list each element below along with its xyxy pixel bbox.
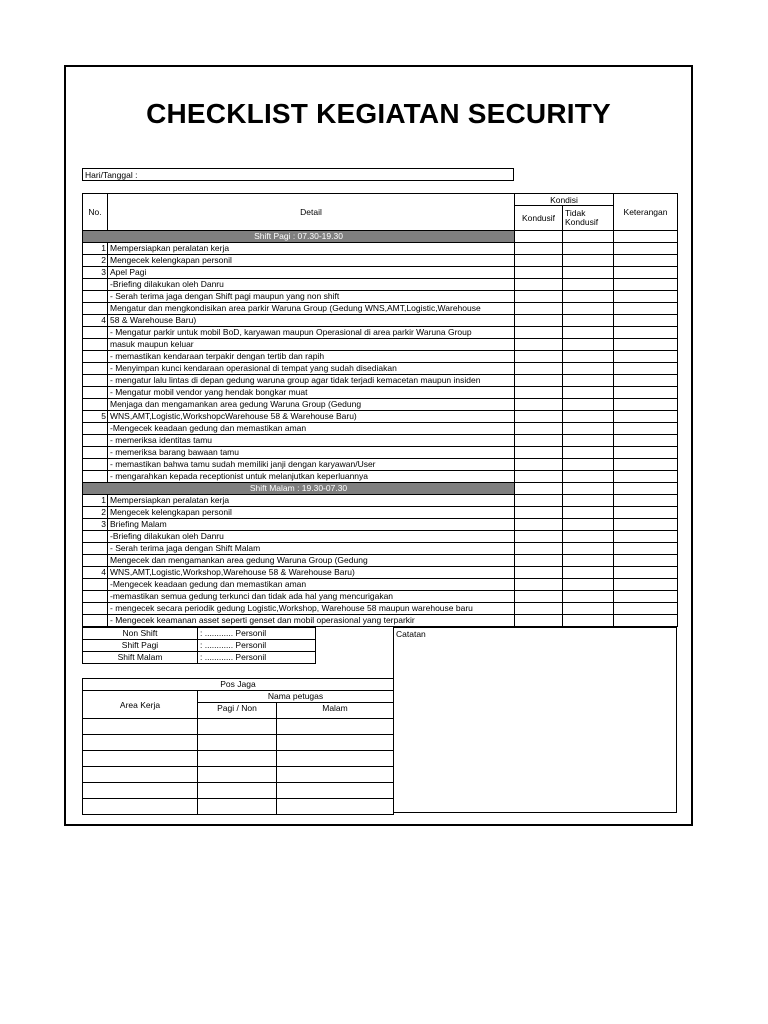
tidak-kondusif-cell[interactable] xyxy=(563,327,614,339)
keterangan-cell[interactable] xyxy=(614,267,678,279)
header-no: No. xyxy=(83,194,108,231)
tidak-kondusif-cell[interactable] xyxy=(563,303,614,315)
tidak-kondusif-cell[interactable] xyxy=(563,423,614,435)
keterangan-cell[interactable] xyxy=(614,375,678,387)
date-field[interactable]: Hari/Tanggal : xyxy=(82,168,514,181)
pos-jaga-row xyxy=(83,767,394,783)
kondusif-cell[interactable] xyxy=(515,603,563,615)
pagi-non-cell[interactable] xyxy=(198,783,277,799)
keterangan-cell[interactable] xyxy=(614,387,678,399)
tidak-kondusif-cell[interactable] xyxy=(563,579,614,591)
row-detail: -Briefing dilakukan oleh Danru xyxy=(108,279,515,291)
pos-jaga-row xyxy=(83,751,394,767)
keterangan-cell[interactable] xyxy=(614,435,678,447)
summary-row xyxy=(83,640,316,652)
tidak-kondusif-cell[interactable] xyxy=(563,591,614,603)
row-number xyxy=(83,435,108,447)
row-number xyxy=(83,615,108,627)
pagi-non-cell[interactable] xyxy=(198,767,277,783)
kondusif-cell[interactable] xyxy=(515,591,563,603)
keterangan-cell[interactable] xyxy=(614,615,678,627)
catatan-box[interactable] xyxy=(393,627,677,813)
keterangan-cell[interactable] xyxy=(614,303,678,315)
pos-jaga-row xyxy=(83,719,394,735)
area-kerja-cell[interactable] xyxy=(83,783,198,799)
row-number xyxy=(83,339,108,351)
row-number: 4 xyxy=(83,315,108,327)
tidak-kondusif-cell[interactable] xyxy=(563,411,614,423)
keterangan-cell[interactable] xyxy=(614,579,678,591)
summary-label: Shift Pagi xyxy=(83,640,198,652)
row-detail: - mengecek secara periodik gedung Logistic,Workshop, Warehouse 58 maupun warehouse baru xyxy=(108,603,515,615)
keterangan-cell[interactable] xyxy=(614,315,678,327)
row-number xyxy=(83,555,108,567)
pagi-non-header: Pagi / Non xyxy=(198,703,277,719)
kondusif-cell[interactable] xyxy=(515,303,563,315)
malam-cell[interactable] xyxy=(277,799,394,815)
kondusif-cell[interactable] xyxy=(515,471,563,483)
tidak-kondusif-cell[interactable] xyxy=(563,543,614,555)
row-number xyxy=(83,303,108,315)
keterangan-cell[interactable] xyxy=(614,351,678,363)
checklist-row xyxy=(83,363,678,375)
checklist-row xyxy=(83,579,678,591)
kondusif-cell[interactable] xyxy=(515,279,563,291)
row-detail: Mengecek kelengkapan personil xyxy=(108,255,515,267)
row-number xyxy=(83,603,108,615)
checklist-row xyxy=(83,279,678,291)
checklist-row xyxy=(83,423,678,435)
row-detail: - memeriksa barang bawaan tamu xyxy=(108,447,515,459)
shift-pagi-band: Shift Pagi : 07.30-19.30 xyxy=(83,231,515,243)
keterangan-cell[interactable] xyxy=(614,495,678,507)
checklist-row xyxy=(83,459,678,471)
row-detail: - Mengecek keamanan asset seperti genset dan mobil operasional yang terparkir xyxy=(108,615,515,627)
pagi-non-cell[interactable] xyxy=(198,751,277,767)
malam-cell[interactable] xyxy=(277,783,394,799)
row-detail: masuk maupun keluar xyxy=(108,339,515,351)
row-number xyxy=(83,423,108,435)
tidak-kondusif-cell[interactable] xyxy=(563,459,614,471)
malam-cell[interactable] xyxy=(277,767,394,783)
pos-jaga-row xyxy=(83,783,394,799)
keterangan-cell[interactable] xyxy=(614,339,678,351)
summary-row xyxy=(83,628,316,640)
pagi-non-cell[interactable] xyxy=(198,735,277,751)
keterangan-cell[interactable] xyxy=(614,363,678,375)
summary-value[interactable]: : ............ Personil xyxy=(198,640,316,652)
malam-cell[interactable] xyxy=(277,751,394,767)
row-detail: 58 & Warehouse Baru) xyxy=(108,315,515,327)
row-detail: Menjaga dan mengamankan area gedung Waruna Group (Gedung xyxy=(108,399,515,411)
tidak-kondusif-cell[interactable] xyxy=(563,291,614,303)
kondusif-cell[interactable] xyxy=(515,567,563,579)
row-detail: - mengatur lalu lintas di depan gedung waruna group agar tidak terjadi kemacetan maupun insiden xyxy=(108,375,515,387)
checklist-row xyxy=(83,435,678,447)
checklist-row xyxy=(83,267,678,279)
checklist-row xyxy=(83,567,678,579)
keterangan-cell[interactable] xyxy=(614,399,678,411)
tidak-kondusif-cell[interactable] xyxy=(563,507,614,519)
checklist-row xyxy=(83,495,678,507)
pos-jaga-row xyxy=(83,799,394,815)
checklist-row xyxy=(83,243,678,255)
kondusif-cell[interactable] xyxy=(515,351,563,363)
row-number xyxy=(83,459,108,471)
row-detail: Mengecek dan mengamankan area gedung Waruna Group (Gedung xyxy=(108,555,515,567)
row-detail: - memastikan kendaraan terpakir dengan tertib dan rapih xyxy=(108,351,515,363)
area-kerja-cell[interactable] xyxy=(83,799,198,815)
malam-cell[interactable] xyxy=(277,719,394,735)
keterangan-cell[interactable] xyxy=(614,567,678,579)
keterangan-cell[interactable] xyxy=(614,423,678,435)
tidak-kondusif-cell[interactable] xyxy=(563,375,614,387)
row-detail: - Mengatur parkir untuk mobil BoD, karyawan maupun Operasional di area parkir Waruna Group xyxy=(108,327,515,339)
kondusif-cell[interactable] xyxy=(515,435,563,447)
row-detail: - Serah terima jaga dengan Shift Malam xyxy=(108,543,515,555)
checklist-row xyxy=(83,447,678,459)
keterangan-cell[interactable] xyxy=(614,555,678,567)
row-number xyxy=(83,327,108,339)
kondusif-cell[interactable] xyxy=(515,555,563,567)
keterangan-cell[interactable] xyxy=(614,591,678,603)
tidak-kondusif-cell[interactable] xyxy=(563,351,614,363)
row-detail: Mempersiapkan peralatan kerja xyxy=(108,243,515,255)
kondusif-cell[interactable] xyxy=(515,459,563,471)
nama-petugas-header: Nama petugas xyxy=(198,691,394,703)
kondusif-cell[interactable] xyxy=(515,447,563,459)
area-kerja-cell[interactable] xyxy=(83,751,198,767)
row-number: 1 xyxy=(83,495,108,507)
kondusif-cell[interactable] xyxy=(515,495,563,507)
kondusif-cell[interactable] xyxy=(515,507,563,519)
kondusif-cell[interactable] xyxy=(515,363,563,375)
summary-label: Shift Malam xyxy=(83,652,198,664)
checklist-row xyxy=(83,615,678,627)
checklist-row xyxy=(83,399,678,411)
area-kerja-cell[interactable] xyxy=(83,719,198,735)
area-kerja-header: Area Kerja xyxy=(83,691,198,719)
tidak-kondusif-cell[interactable] xyxy=(563,315,614,327)
checklist-row xyxy=(83,315,678,327)
row-number xyxy=(83,279,108,291)
keterangan-cell[interactable] xyxy=(614,327,678,339)
header-kondusif: Kondusif xyxy=(515,206,563,231)
keterangan-cell[interactable] xyxy=(614,507,678,519)
row-number: 1 xyxy=(83,243,108,255)
tidak-kondusif-cell[interactable] xyxy=(563,279,614,291)
checklist-row xyxy=(83,471,678,483)
catatan-label: Catatan xyxy=(396,629,426,639)
pagi-non-cell[interactable] xyxy=(198,719,277,735)
row-detail: -Briefing dilakukan oleh Danru xyxy=(108,531,515,543)
row-number xyxy=(83,351,108,363)
tidak-kondusif-cell[interactable] xyxy=(563,531,614,543)
row-detail: WNS,AMT,Logistic,Workshop,Warehouse 58 & Warehouse Baru) xyxy=(108,567,515,579)
header-kondisi: Kondisi xyxy=(515,194,614,206)
row-number xyxy=(83,399,108,411)
checklist-row xyxy=(83,591,678,603)
area-kerja-cell[interactable] xyxy=(83,735,198,751)
header-detail: Detail xyxy=(108,194,515,231)
row-detail: Apel Pagi xyxy=(108,267,515,279)
checklist-row xyxy=(83,387,678,399)
kondusif-cell[interactable] xyxy=(515,255,563,267)
kondusif-cell[interactable] xyxy=(515,615,563,627)
pos-jaga-title: Pos Jaga xyxy=(83,679,394,691)
checklist-row xyxy=(83,339,678,351)
row-detail: Mengatur dan mengkondisikan area parkir Waruna Group (Gedung WNS,AMT,Logistic,Warehouse xyxy=(108,303,515,315)
checklist-row xyxy=(83,555,678,567)
row-detail: -memastikan semua gedung terkunci dan tidak ada hal yang mencurigakan xyxy=(108,591,515,603)
checklist-table xyxy=(82,193,678,627)
keterangan-cell[interactable] xyxy=(614,603,678,615)
tidak-kondusif-cell[interactable] xyxy=(563,243,614,255)
keterangan-cell[interactable] xyxy=(614,291,678,303)
tidak-kondusif-cell[interactable] xyxy=(563,555,614,567)
keterangan-cell[interactable] xyxy=(614,519,678,531)
row-number: 3 xyxy=(83,267,108,279)
row-detail: - mengarahkan kepada receptionist untuk melanjutkan keperluannya xyxy=(108,471,515,483)
checklist-row xyxy=(83,531,678,543)
tidak-kondusif-cell[interactable] xyxy=(563,387,614,399)
tidak-kondusif-cell[interactable] xyxy=(563,435,614,447)
row-number xyxy=(83,387,108,399)
kondusif-cell[interactable] xyxy=(515,387,563,399)
checklist-row xyxy=(83,519,678,531)
keterangan-cell[interactable] xyxy=(614,411,678,423)
row-number xyxy=(83,531,108,543)
row-number xyxy=(83,447,108,459)
tidak-kondusif-cell[interactable] xyxy=(563,495,614,507)
malam-cell[interactable] xyxy=(277,735,394,751)
header-keterangan: Keterangan xyxy=(614,194,678,231)
malam-header: Malam xyxy=(277,703,394,719)
kondusif-cell[interactable] xyxy=(515,423,563,435)
row-number: 3 xyxy=(83,519,108,531)
kondusif-cell[interactable] xyxy=(515,327,563,339)
kondusif-cell[interactable] xyxy=(515,291,563,303)
checklist-row xyxy=(83,291,678,303)
row-detail: -Mengecek keadaan gedung dan memastikan aman xyxy=(108,423,515,435)
summary-value[interactable]: : ............ Personil xyxy=(198,628,316,640)
row-detail: Briefing Malam xyxy=(108,519,515,531)
kondusif-cell[interactable] xyxy=(515,579,563,591)
kondusif-cell[interactable] xyxy=(515,411,563,423)
tidak-kondusif-cell[interactable] xyxy=(563,567,614,579)
row-detail: - memeriksa identitas tamu xyxy=(108,435,515,447)
row-detail: - memastikan bahwa tamu sudah memiliki janji dengan karyawan/User xyxy=(108,459,515,471)
row-number xyxy=(83,363,108,375)
row-number xyxy=(83,579,108,591)
page-title: CHECKLIST KEGIATAN SECURITY xyxy=(146,98,611,129)
personnel-summary xyxy=(82,627,316,664)
row-number xyxy=(83,291,108,303)
row-detail: - Serah terima jaga dengan Shift pagi maupun yang non shift xyxy=(108,291,515,303)
kondusif-cell[interactable] xyxy=(515,543,563,555)
checklist-row xyxy=(83,543,678,555)
tidak-kondusif-cell[interactable] xyxy=(563,339,614,351)
tidak-kondusif-cell[interactable] xyxy=(563,603,614,615)
keterangan-cell[interactable] xyxy=(614,543,678,555)
keterangan-cell[interactable] xyxy=(614,255,678,267)
tidak-kondusif-cell[interactable] xyxy=(563,471,614,483)
area-kerja-cell[interactable] xyxy=(83,767,198,783)
kondusif-cell[interactable] xyxy=(515,399,563,411)
checklist-row xyxy=(83,303,678,315)
keterangan-cell[interactable] xyxy=(614,459,678,471)
tidak-kondusif-cell[interactable] xyxy=(563,255,614,267)
kondusif-cell[interactable] xyxy=(515,315,563,327)
kondusif-cell[interactable] xyxy=(515,267,563,279)
checklist-row xyxy=(83,411,678,423)
row-detail: - Mengatur mobil vendor yang hendak bongkar muat xyxy=(108,387,515,399)
kondusif-cell[interactable] xyxy=(515,243,563,255)
checklist-row xyxy=(83,255,678,267)
row-number: 2 xyxy=(83,255,108,267)
row-number: 5 xyxy=(83,411,108,423)
row-number xyxy=(83,375,108,387)
checklist-row xyxy=(83,603,678,615)
keterangan-cell[interactable] xyxy=(614,447,678,459)
row-number xyxy=(83,471,108,483)
pagi-non-cell[interactable] xyxy=(198,799,277,815)
kondusif-cell[interactable] xyxy=(515,531,563,543)
tidak-kondusif-cell[interactable] xyxy=(563,399,614,411)
checklist-row xyxy=(83,507,678,519)
tidak-kondusif-cell[interactable] xyxy=(563,267,614,279)
kondusif-cell[interactable] xyxy=(515,339,563,351)
tidak-kondusif-cell[interactable] xyxy=(563,363,614,375)
tidak-kondusif-cell[interactable] xyxy=(563,447,614,459)
keterangan-cell[interactable] xyxy=(614,531,678,543)
tidak-kondusif-cell[interactable] xyxy=(563,519,614,531)
summary-value[interactable]: : ............ Personil xyxy=(198,652,316,664)
row-number: 4 xyxy=(83,567,108,579)
shift-malam-band: Shift Malam : 19.30-07.30 xyxy=(83,483,515,495)
row-number xyxy=(83,543,108,555)
checklist-row xyxy=(83,351,678,363)
row-detail: Mempersiapkan peralatan kerja xyxy=(108,495,515,507)
keterangan-cell[interactable] xyxy=(614,471,678,483)
kondusif-cell[interactable] xyxy=(515,519,563,531)
row-detail: WNS,AMT,Logistic,WorkshopcWarehouse 58 & Warehouse Baru) xyxy=(108,411,515,423)
header-tidak-kondusif: Tidak Kondusif xyxy=(563,206,614,231)
row-number xyxy=(83,591,108,603)
row-number: 2 xyxy=(83,507,108,519)
row-detail: Mengecek kelengkapan personil xyxy=(108,507,515,519)
checklist-row xyxy=(83,327,678,339)
keterangan-cell[interactable] xyxy=(614,279,678,291)
summary-label: Non Shift xyxy=(83,628,198,640)
checklist-row xyxy=(83,375,678,387)
pos-jaga-row xyxy=(83,735,394,751)
summary-row xyxy=(83,652,316,664)
row-detail: -Mengecek keadaan gedung dan memastikan aman xyxy=(108,579,515,591)
pos-jaga-table xyxy=(82,678,394,815)
tidak-kondusif-cell[interactable] xyxy=(563,615,614,627)
keterangan-cell[interactable] xyxy=(614,243,678,255)
kondusif-cell[interactable] xyxy=(515,375,563,387)
row-detail: - Menyimpan kunci kendaraan operasional di tempat yang sudah disediakan xyxy=(108,363,515,375)
